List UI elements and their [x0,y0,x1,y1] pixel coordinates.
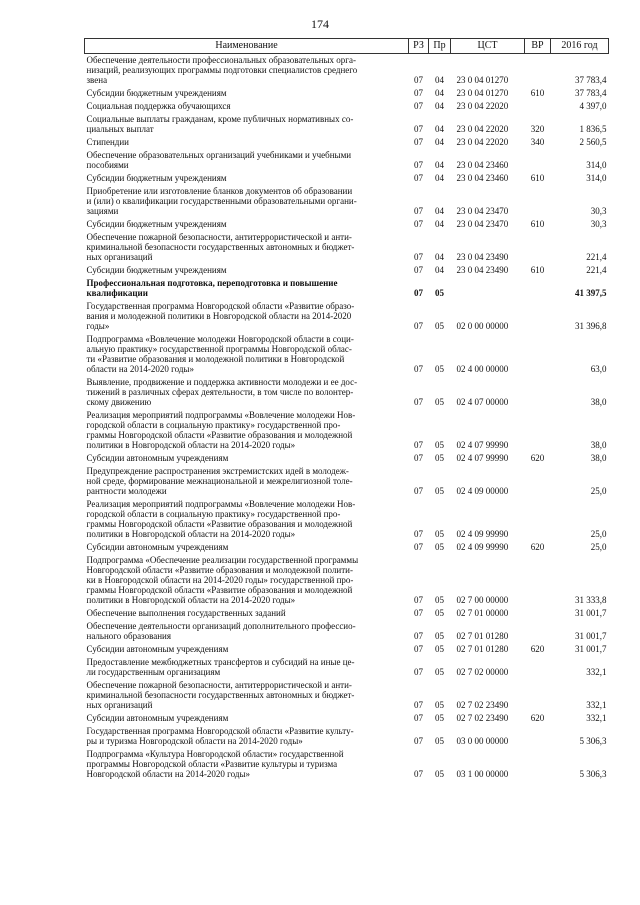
row-rz: 07 [414,700,423,710]
table-row [85,607,609,620]
row-name: Подпрограмма «Вовлечение молодежи Новгородской области в соци- альную практику» государственной программы Новгородской облас- ти «Развитие образования и молодежной политики в Новгородской области на 2014-2020 годы» [86,334,354,374]
table-row [85,185,609,218]
row-amount: 25,0 [590,529,607,539]
row-pr: 04 [435,219,444,229]
row-pr: 05 [435,529,444,539]
row-vr [525,620,551,643]
row-cst: 23 0 04 22020 [456,137,509,147]
row-name: Выявление, продвижение и поддержка активности молодежи и ее дос- тижений в различных сферах деятельности, в том числе по волонтер- скому движению [86,377,358,407]
row-cst: 02 7 02 00000 [456,667,509,677]
row-cst: 02 4 07 99990 [456,440,509,450]
budget-table [84,38,609,781]
row-amount: 30,3 [590,206,607,216]
row-pr: 05 [435,397,444,407]
row-amount: 314,0 [586,173,607,183]
row-vr [525,554,551,607]
table-row [85,376,609,409]
row-vr [525,231,551,264]
row-rz: 07 [414,608,423,618]
row-vr: 610 [530,265,545,275]
row-pr: 05 [435,595,444,605]
row-name: Приобретение или изготовление бланков документов об образовании и (или) о квалификации государственными образовательными органи- зациями [86,186,357,216]
row-amount: 332,1 [586,667,607,677]
row-vr [525,333,551,376]
row-rz: 07 [414,265,423,275]
row-cst: 23 0 04 01270 [456,88,509,98]
table-row [85,300,609,333]
row-cst: 23 0 04 22020 [456,101,509,111]
row-rz: 07 [414,173,423,183]
table-row [85,452,609,465]
row-amount: 31 001,7 [575,608,607,618]
row-cst: 02 4 09 99990 [456,529,509,539]
row-name: Подпрограмма «Культура Новгородской области» государственной программы Новгородской области «Развитие культуры и туризма Новгородской области на 2014-2020 годы» [86,749,344,779]
row-pr: 05 [435,486,444,496]
row-pr: 04 [435,173,444,183]
table-row [85,541,609,554]
row-pr: 05 [435,364,444,374]
row-cst: 02 7 00 00000 [456,595,509,605]
table-row [85,264,609,277]
row-amount: 31 001,7 [575,631,607,641]
row-rz: 07 [414,219,423,229]
table-row [85,231,609,264]
row-cst: 02 7 02 23490 [456,700,509,710]
row-cst: 23 0 04 22020 [456,124,509,134]
row-vr: 610 [530,173,545,183]
header-vr: ВР [525,39,551,54]
table-row [85,620,609,643]
row-vr [525,748,551,781]
row-name: Социальные выплаты гражданам, кроме публичных нормативных со- циальных выплат [86,114,354,134]
row-rz: 07 [414,713,423,723]
row-name: Предупреждение распространения экстремистских идей в молодеж- ной среде, формирование межнациональной и межрелигиозной толе- рантности молодежи [86,466,353,496]
row-pr: 04 [435,88,444,98]
row-amount: 38,0 [590,397,607,407]
row-pr: 04 [435,265,444,275]
row-vr [525,100,551,113]
row-cst: 02 7 01 00000 [456,608,509,618]
row-cst: 02 4 07 00000 [456,397,509,407]
row-name: Субсидии бюджетным учреждениям [86,219,227,229]
row-rz: 07 [414,542,423,552]
header-year: 2016 год [551,39,609,54]
table-row [85,87,609,100]
row-pr: 05 [435,631,444,641]
table-row [85,656,609,679]
row-cst: 03 1 00 00000 [456,769,509,779]
row-vr [525,376,551,409]
row-rz: 07 [414,769,423,779]
row-vr: 620 [530,644,545,654]
row-cst: 23 0 04 23490 [456,265,509,275]
row-name: Обеспечение выполнения государственных заданий [86,608,286,618]
row-amount: 5 306,3 [579,736,607,746]
row-amount: 38,0 [590,440,607,450]
row-rz: 07 [414,75,423,85]
table-row [85,172,609,185]
row-name: Реализация мероприятий подпрограммы «Вовлечение молодежи Нов- городской области в социальную практику» государственной про- граммы Новгородской области «Развитие образования и молодежной политики в Новгородской области на 2014-2020 годы» [86,499,356,539]
row-vr: 610 [530,219,545,229]
row-cst: 02 7 02 23490 [456,713,509,723]
row-amount: 5 306,3 [579,769,607,779]
row-vr [525,656,551,679]
row-vr: 340 [530,137,545,147]
row-amount: 2 560,5 [579,137,607,147]
row-amount: 4 397,0 [579,101,607,111]
row-amount: 25,0 [590,542,607,552]
table-row [85,498,609,541]
row-cst: 02 4 07 99990 [456,453,509,463]
row-vr [525,498,551,541]
row-name: Субсидии автономным учреждениям [86,542,229,552]
row-vr [525,465,551,498]
row-vr [525,277,551,300]
row-amount: 332,1 [586,700,607,710]
row-cst: 23 0 04 23460 [456,173,509,183]
row-pr: 04 [435,160,444,170]
row-pr: 04 [435,252,444,262]
row-pr: 05 [435,440,444,450]
row-vr: 320 [530,124,545,134]
row-name: Социальная поддержка обучающихся [86,101,231,111]
row-amount: 31 396,8 [575,321,607,331]
row-name: Субсидии автономным учреждениям [86,713,229,723]
row-name: Профессиональная подготовка, переподготовка и повышение квалификации [86,278,338,298]
row-vr [525,54,551,88]
row-vr [525,679,551,712]
row-cst: 23 0 04 23470 [456,206,509,216]
row-name: Обеспечение пожарной безопасности, антитеррористической и анти- криминальной безопасности государственных автономных и бюджет- ных организаций [86,232,355,262]
row-rz: 07 [414,397,423,407]
row-rz: 07 [414,321,423,331]
row-rz: 07 [414,88,423,98]
row-amount: 31 001,7 [575,644,607,654]
row-name: Субсидии автономным учреждениям [86,644,229,654]
table-row [85,136,609,149]
row-name: Субсидии автономным учреждениям [86,453,229,463]
row-pr: 05 [435,453,444,463]
row-amount: 31 333,8 [575,595,607,605]
row-cst: 23 0 04 23470 [456,219,509,229]
row-amount: 221,4 [586,252,607,262]
row-rz: 07 [414,631,423,641]
row-name: Государственная программа Новгородской области «Развитие образо- вания и молодежной политики в Новгородской области на 2014-2020 годы» [86,301,355,331]
table-row [85,409,609,452]
row-rz: 07 [414,364,423,374]
row-pr: 05 [435,644,444,654]
table-row [85,725,609,748]
row-vr: 620 [530,542,545,552]
row-cst: 02 4 00 00000 [456,364,509,374]
row-rz: 07 [414,486,423,496]
row-pr: 05 [435,713,444,723]
row-name: Государственная программа Новгородской области «Развитие культу- ры и туризма Новгородской области на 2014-2020 годы» [86,726,354,746]
row-name: Реализация мероприятий подпрограммы «Вовлечение молодежи Нов- городской области в социальную практику» государственной про- граммы Новгородской области «Развитие образования и молодежной политики в Новгородской области на 2014-2020 годы» [86,410,356,450]
row-amount: 37 783,4 [575,75,607,85]
row-rz: 07 [414,667,423,677]
header-pr: Пр [429,39,451,54]
row-rz: 07 [414,160,423,170]
table-row [85,218,609,231]
table-row [85,748,609,781]
row-rz: 07 [414,124,423,134]
row-cst: 02 4 09 99990 [456,542,509,552]
row-cst: 23 0 04 23460 [456,160,509,170]
row-name: Субсидии бюджетным учреждениям [86,88,227,98]
row-amount: 314,0 [586,160,607,170]
row-rz: 07 [414,288,423,298]
table-row [85,465,609,498]
row-cst: 03 0 00 00000 [456,736,509,746]
row-rz: 07 [414,206,423,216]
row-vr: 620 [530,713,545,723]
row-amount: 37 783,4 [575,88,607,98]
row-name: Обеспечение деятельности профессиональных образовательных орга- низаций, реализующих программы подготовки специалистов среднего звена [86,55,358,85]
table-row [85,54,609,88]
row-pr: 04 [435,137,444,147]
row-name: Предоставление межбюджетных трансфертов и субсидий на иные це- ли государственным организациям [86,657,355,677]
row-vr: 610 [530,88,545,98]
row-cst [451,277,525,300]
table-row [85,113,609,136]
row-pr: 05 [435,700,444,710]
row-pr: 04 [435,206,444,216]
row-amount: 38,0 [590,453,607,463]
row-cst: 02 7 01 01280 [456,631,509,641]
row-pr: 04 [435,101,444,111]
row-vr [525,185,551,218]
table-header-row [85,39,609,54]
row-rz: 07 [414,644,423,654]
row-pr: 05 [435,667,444,677]
row-amount: 63,0 [590,364,607,374]
table-row [85,554,609,607]
page-number: 174 [311,17,329,31]
row-cst: 23 0 04 01270 [456,75,509,85]
row-vr [525,409,551,452]
row-vr [525,607,551,620]
row-rz: 07 [414,595,423,605]
row-vr [525,149,551,172]
row-name: Обеспечение образовательных организаций учебниками и учебными пособиями [86,150,352,170]
row-cst: 02 7 01 01280 [456,644,509,654]
header-rz: РЗ [409,39,429,54]
row-pr: 04 [435,75,444,85]
row-name: Стипендии [86,137,129,147]
table-row [85,149,609,172]
row-cst: 02 4 09 00000 [456,486,509,496]
row-amount: 41 397,5 [575,288,607,298]
row-amount: 221,4 [586,265,607,275]
row-amount: 332,1 [586,713,607,723]
table-body [85,54,609,782]
row-rz: 07 [414,529,423,539]
row-pr: 05 [435,542,444,552]
row-name: Обеспечение пожарной безопасности, антитеррористической и анти- криминальной безопасности государственных автономных и бюджет- ных организаций [86,680,355,710]
row-pr: 05 [435,769,444,779]
table-row [85,100,609,113]
row-pr: 04 [435,124,444,134]
row-name: Обеспечение деятельности организаций дополнительного профессио- нального образования [86,621,356,641]
row-rz: 07 [414,453,423,463]
row-name: Подпрограмма «Обеспечение реализации государственной программы Новгородской области «Развитие образования и молодежной полити- ки в Новгородской области на 2014-2020 годы» государственной про- граммы Новгородской области «Развитие образования и молодежной политики в Новгородской области на 2014-2020 годы» [86,555,359,605]
row-amount: 30,3 [590,219,607,229]
row-name: Субсидии бюджетным учреждениям [86,173,227,183]
row-rz: 07 [414,736,423,746]
row-pr: 05 [435,288,444,298]
table-row [85,679,609,712]
row-vr [525,725,551,748]
row-rz: 07 [414,440,423,450]
table-row [85,333,609,376]
row-name: Субсидии бюджетным учреждениям [86,265,227,275]
row-pr: 05 [435,608,444,618]
table-row [85,277,609,300]
row-cst: 23 0 04 23490 [456,252,509,262]
row-amount: 1 836,5 [579,124,607,134]
row-pr: 05 [435,736,444,746]
header-cst: ЦСТ [451,39,525,54]
row-rz: 07 [414,137,423,147]
row-amount: 25,0 [590,486,607,496]
row-rz: 07 [414,252,423,262]
row-rz: 07 [414,101,423,111]
row-pr: 05 [435,321,444,331]
table-row [85,643,609,656]
row-cst: 02 0 00 00000 [456,321,509,331]
table-row [85,712,609,725]
row-vr: 620 [530,453,545,463]
row-vr [525,300,551,333]
header-name: Наименование [85,39,409,54]
